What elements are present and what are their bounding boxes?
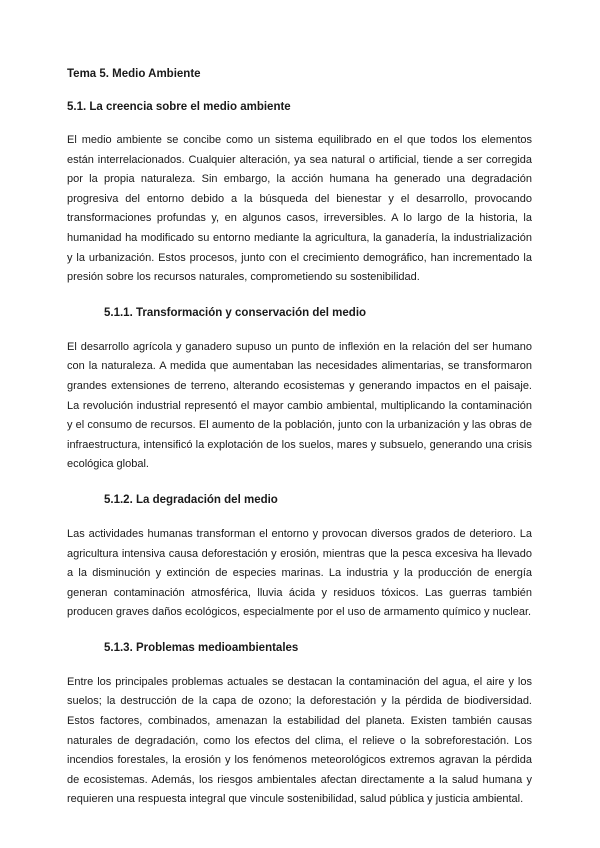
document-title: Tema 5. Medio Ambiente <box>67 68 201 80</box>
subsection-heading-degradacion: 5.1.2. La degradación del medio <box>104 493 278 506</box>
document-page <box>67 64 532 825</box>
subsection-heading-transformacion: 5.1.1. Transformación y conservación del medio <box>104 306 367 319</box>
subsection-paragraph-problemas: Entre los principales problemas actuales se destacan la contaminación del agua, el aire y los suelos; la destrucción de la capa de ozono; la deforestación y la pérdida de biodiversidad. Estos factores, combinados, amenazan la estabilidad del planeta. Existen también causas naturales de degradación, como los efectos del clima, el relieve o la sobreforestación. Los incendios forestales, la erosión y los fenómenos meteorológicos extremos agravan la pérdida de ecosistemas. Además, los riesgos ambientales afectan directamente a la salud humana y requieren una respuesta integral que vincule sostenibilidad, salud pública y justicia ambiental. <box>67 675 532 806</box>
subsection-heading-problemas: 5.1.3. Problemas medioambientales <box>104 641 299 654</box>
subsection-paragraph-degradacion: Las actividades humanas transforman el entorno y provocan diversos grados de deterioro. La agricultura intensiva causa deforestación y erosión, mientras que la pesca excesiva ha llevado a la disminución y extinción de especies marinas. La industria y la producción de energía generan contaminación atmosférica, lluvia ácida y residuos tóxicos. Las guerras también producen graves daños ecológicos, especialmente por el uso de armamento químico y nuclear. <box>67 527 532 619</box>
section-heading: 5.1. La creencia sobre el medio ambiente <box>67 101 291 113</box>
section-paragraph: El medio ambiente se concibe como un sistema equilibrado en el que todos los elementos están interrelacionados. Cualquier alteración, ya sea natural o artificial, tiende a ser corregida por la propia naturaleza. Sin embargo, la acción humana ha generado una degradación progresiva del entorno debido a la búsqueda del bienestar y el desarrollo, provocando transformaciones profundas y, en algunos casos, irreversibles. A lo largo de la historia, la humanidad ha modificado su entorno mediante la agricultura, la ganadería, la industrialización y la urbanización. Estos procesos, junto con el crecimiento demográfico, han incrementado la presión sobre los recursos naturales, comprometiendo su sostenibilidad. <box>67 134 532 284</box>
subsection-paragraph-transformacion: El desarrollo agrícola y ganadero supuso un punto de inflexión en la relación del ser humano con la naturaleza. A medida que aumentaban las necesidades alimentarias, se transformaron grandes extensiones de terreno, alterando ecosistemas y generando impactos en el paisaje. La revolución industrial representó el mayor cambio ambiental, multiplicando la contaminación y el consumo de recursos. El aumento de la población, junto con la urbanización y las obras de infraestructura, intensificó la explotación de los suelos, mares y subsuelo, generando una crisis ecológica global. <box>67 340 532 471</box>
